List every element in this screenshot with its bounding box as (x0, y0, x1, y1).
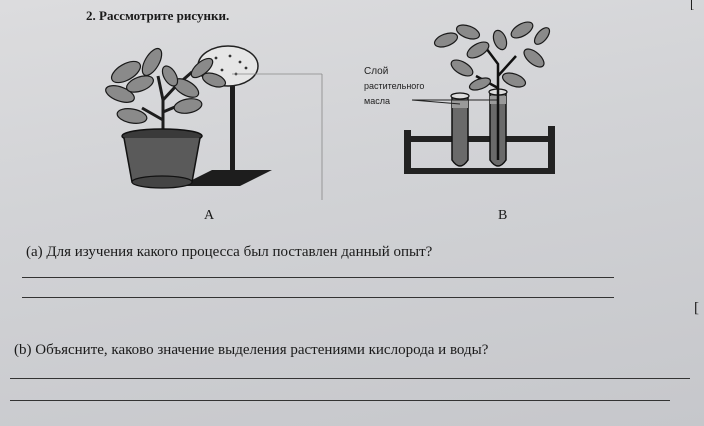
oil-layer-label-line-3: масла (364, 96, 390, 106)
question-part-a: (a) Для изучения какого процесса был поставлен данный опыт? (26, 244, 433, 260)
corner-bracket-mark: [ (690, 0, 695, 11)
margin-bracket-mark: [ (694, 300, 699, 316)
oil-layer-label-line-1: Слой (364, 66, 389, 77)
figure-a-plant-drawing (104, 46, 322, 200)
answer-line-a-1[interactable] (22, 277, 614, 278)
answer-line-b-2[interactable] (10, 400, 670, 401)
figure-a-label: А (204, 208, 215, 223)
question-part-b: (b) Объясните, каково значение выделения растениями кислорода и воды? (14, 342, 489, 358)
oil-layer-label-line-2: растительного (364, 81, 425, 91)
figure-b-label: B (498, 208, 508, 223)
answer-line-a-2[interactable] (22, 297, 614, 298)
question-title: 2. Рассмотрите рисунки. (86, 8, 230, 23)
answer-line-b-1[interactable] (10, 378, 690, 379)
figure-b-test-tubes-drawing (404, 19, 555, 174)
